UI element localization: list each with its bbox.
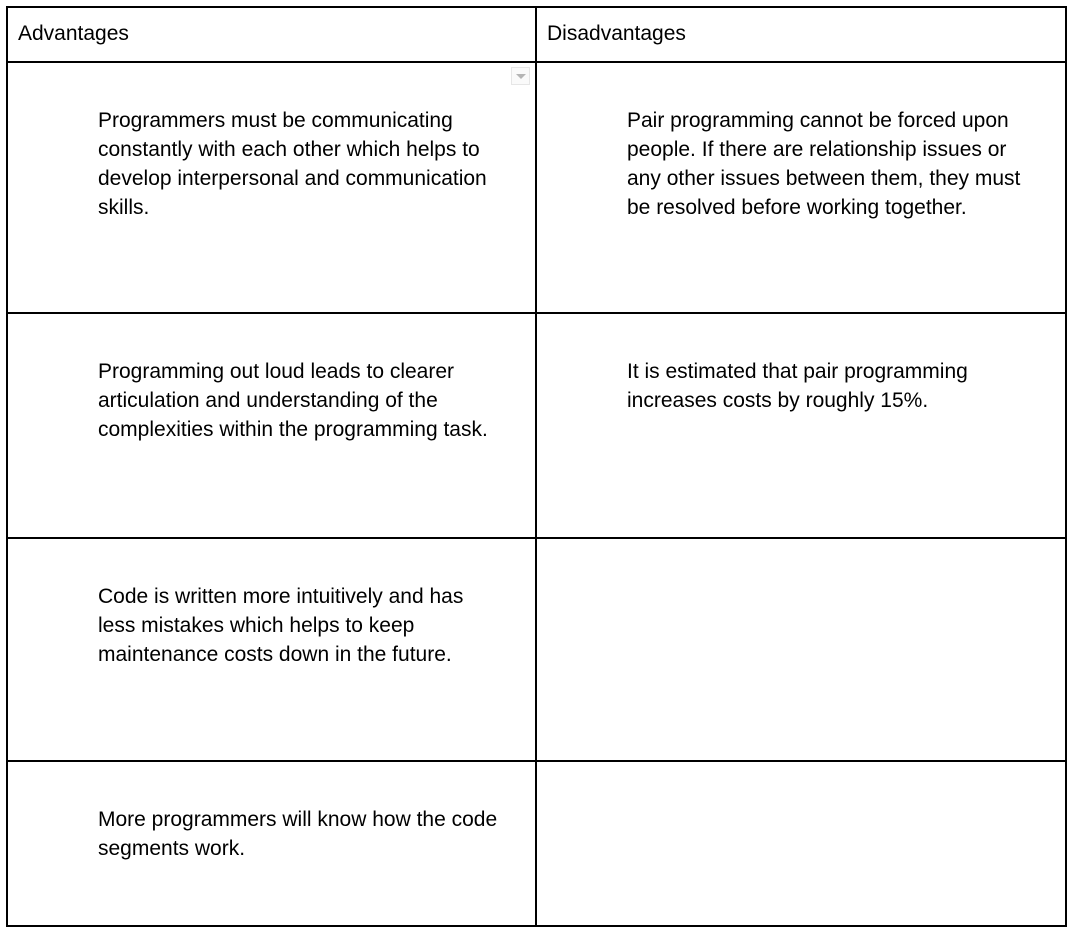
advantage-cell[interactable] bbox=[8, 539, 537, 760]
advantage-text: Programming out loud leads to clearer articulation and understanding of the complexities within the programming task. bbox=[98, 360, 488, 441]
table-row bbox=[8, 537, 1065, 760]
table-row bbox=[8, 312, 1065, 537]
disadvantage-cell[interactable] bbox=[537, 63, 1065, 312]
advantage-cell[interactable] bbox=[8, 314, 537, 537]
table-header-row bbox=[8, 8, 1065, 63]
header-advantages-label: Advantages bbox=[18, 22, 129, 45]
header-cell-disadvantages[interactable] bbox=[537, 8, 1065, 63]
advantages-disadvantages-table bbox=[6, 6, 1067, 927]
disadvantage-text: It is estimated that pair programming increases costs by roughly 15%. bbox=[627, 360, 968, 412]
advantage-cell[interactable] bbox=[8, 63, 537, 312]
advantage-text: Programmers must be communicating constantly with each other which helps to develop interpersonal and communication skills. bbox=[98, 109, 487, 219]
disadvantage-text: Pair programming cannot be forced upon people. If there are relationship issues or any other issues between them, they must be resolved before working together. bbox=[627, 109, 1021, 219]
disadvantage-cell[interactable] bbox=[537, 762, 1065, 925]
chevron-down-icon[interactable] bbox=[511, 67, 530, 85]
header-cell-advantages[interactable] bbox=[8, 8, 537, 63]
table-row bbox=[8, 61, 1065, 312]
disadvantage-cell[interactable] bbox=[537, 314, 1065, 537]
table-row bbox=[8, 760, 1065, 925]
disadvantage-cell[interactable] bbox=[537, 539, 1065, 760]
advantage-text: More programmers will know how the code segments work. bbox=[98, 808, 498, 860]
header-disadvantages-label: Disadvantages bbox=[547, 22, 686, 45]
advantage-text: Code is written more intuitively and has less mistakes which helps to keep maintenance costs down in the future. bbox=[98, 585, 464, 666]
advantage-cell[interactable] bbox=[8, 762, 537, 925]
